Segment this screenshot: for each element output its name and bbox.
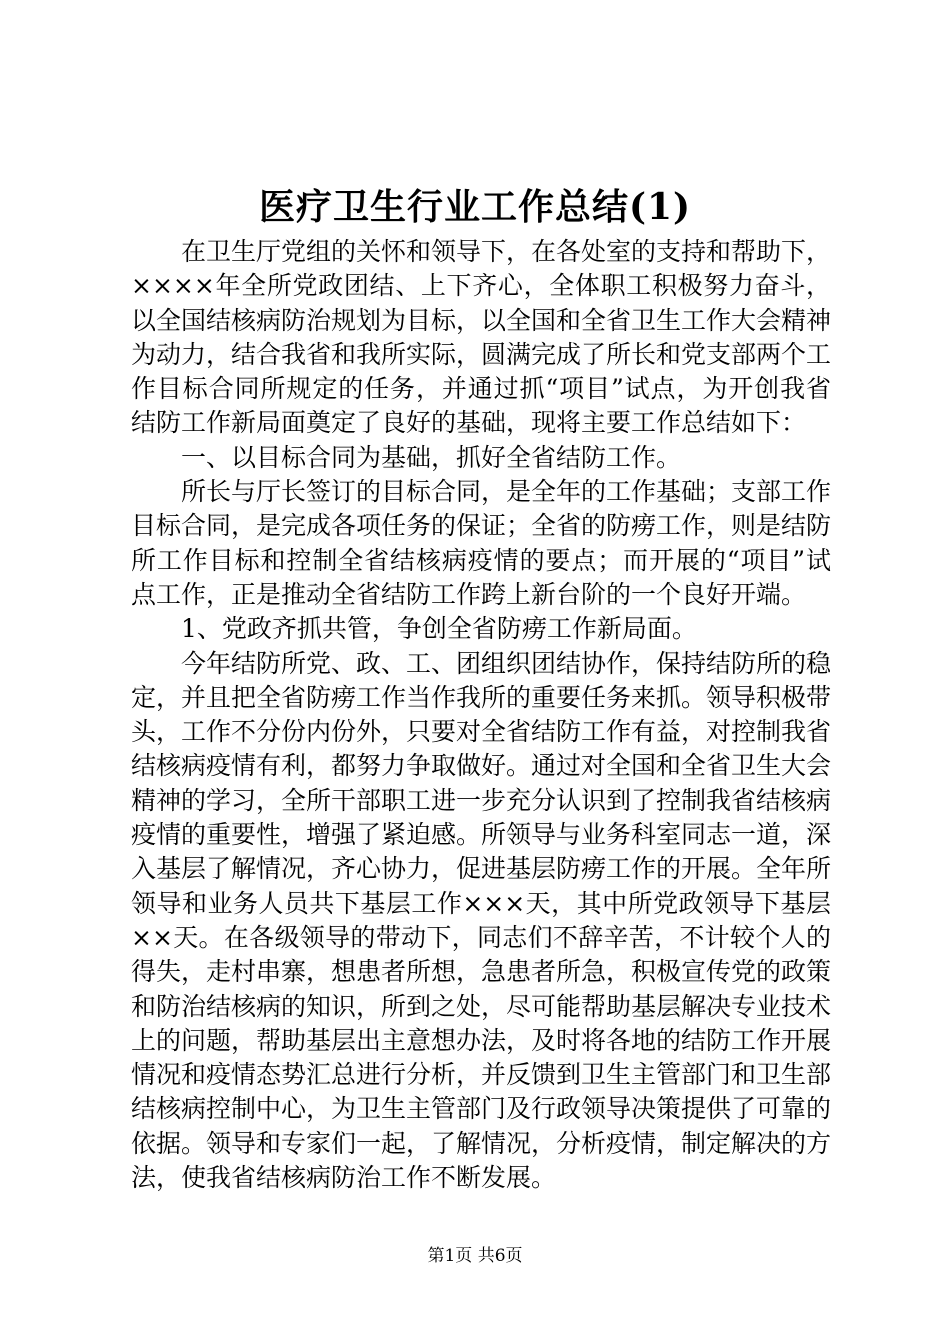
paragraph-intro: 在卫生厅党组的关怀和领导下，在各处室的支持和帮助下，××××年全所党政团结、上下齐心，全体职工积极努力奋斗，以全国结核病防治规划为目标，以全国和全省卫生工作大会精神为动力，结合我省和我所实际，圆满完成了所长和党支部两个工作目标合同所规定的任务，并通过抓“项目”试点，为开创我省结防工作新局面奠定了良好的基础，现将主要工作总结如下： — [131, 237, 832, 438]
paragraph-subheading-1: 1、党政齐抓共管，争创全省防痨工作新局面。 — [181, 614, 697, 644]
paragraph-target-contract: 所长与厅长签订的目标合同，是全年的工作基础；支部工作目标合同，是完成各项任务的保证；全省的防痨工作，则是结防所工作目标和控制全省结核病疫情的要点；而开展的“项目”试点工作，正是推动全省结防工作跨上新台阶的一个良好开端。 — [131, 477, 832, 609]
paragraph-party-government: 今年结防所党、政、工、团组织团结协作，保持结防所的稳定，并且把全省防痨工作当作我所的重要任务来抓。领导积极带头，工作不分份内份外，只要对全省结防工作有益，对控制我省结核病疫情有利，都努力争取做好。通过对全国和全省卫生大会精神的学习，全所干部职工进一步充分认识到了控制我省结核病疫情的重要性，增强了紧迫感。所领导与业务科室同志一道，深入基层了解情况，齐心协力，促进基层防痨工作的开展。全年所领导和业务人员共下基层工作×××天，其中所党政领导下基层××天。在各级领导的带动下，同志们不辞辛苦，不计较个人的得失，走村串寨，想患者所想，急患者所急，积极宣传党的政策和防治结核病的知识，所到之处，尽可能帮助基层解决专业技术上的问题，帮助基层出主意想办法，及时将各地的结防工作开展情况和疫情态势汇总进行分析，并反馈到卫生主管部门和卫生部结核病控制中心，为卫生主管部门及行政领导决策提供了可靠的依据。领导和专家们一起，了解情况，分析疫情，制定解决的方法，使我省结核病防治工作不断发展。 — [131, 648, 832, 1193]
page-footer: 第1页 共6页 — [427, 1246, 523, 1266]
paragraph-section-heading-1: 一、以目标合同为基础，抓好全省结防工作。 — [181, 442, 682, 472]
document-title: 医疗卫生行业工作总结(1) — [258, 186, 692, 228]
document-body — [131, 235, 831, 1195]
